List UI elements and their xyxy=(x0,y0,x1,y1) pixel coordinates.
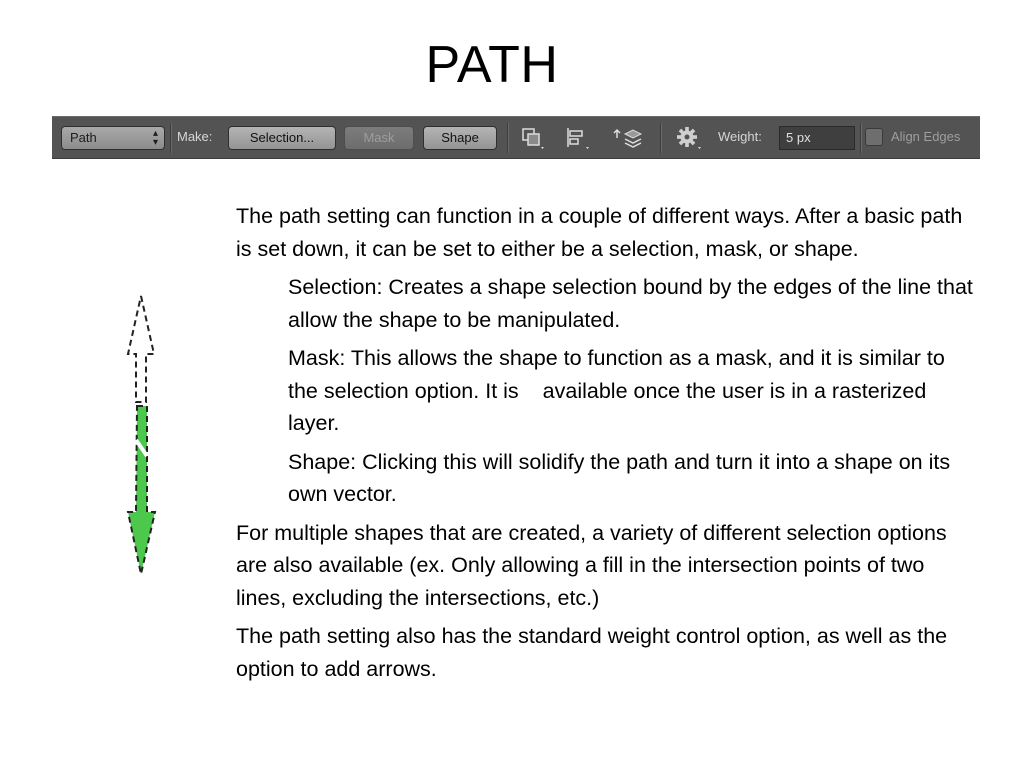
multiple-shapes-paragraph: For multiple shapes that are created, a variety of different selection options are also available (ex. Only allowing a fill in the intersection points of two lines, excluding the intersections, etc.) xyxy=(236,520,947,610)
make-label: Make: xyxy=(177,129,213,144)
toolbar-divider xyxy=(660,123,662,153)
gear-icon[interactable] xyxy=(676,126,704,152)
mask-paragraph xyxy=(288,342,976,440)
path-operations-icon[interactable] xyxy=(519,126,547,152)
weight-label: Weight: xyxy=(718,129,762,144)
mask-button[interactable]: Mask xyxy=(344,126,414,150)
mask-text-part2: available once the user is in a rasterized layer. xyxy=(288,378,927,435)
align-edges-checkbox[interactable] xyxy=(865,128,883,146)
path-mode-select[interactable] xyxy=(61,126,165,150)
shape-button[interactable]: Shape xyxy=(423,126,497,150)
path-arrangement-icon[interactable] xyxy=(612,126,640,152)
select-arrows-icon: ▴ ▾ xyxy=(152,128,158,148)
selection-paragraph: Selection: Creates a shape selection bound by the edges of the line that allow the shape to be manipulated. xyxy=(288,275,973,332)
toolbar-divider xyxy=(507,123,509,153)
toolbar-divider xyxy=(860,123,862,153)
path-options-toolbar xyxy=(52,116,980,159)
shape-paragraph: Shape: Clicking this will solidify the path and turn it into a shape on its own vector. xyxy=(288,449,951,506)
double-arrow-path-illustration xyxy=(120,292,164,582)
path-mode-value: Path xyxy=(70,130,97,145)
mask-text-part1: Mask: This allows the shape to function as a mask, and it is similar to the selection option. It is xyxy=(288,346,945,403)
slide-title: PATH xyxy=(425,36,559,94)
slide-body xyxy=(236,200,976,691)
weight-input[interactable]: 5 px xyxy=(779,126,855,150)
intro-paragraph: The path setting can function in a couple of different ways. After a basic path is set down, it can be set to either be a selection, mask, or shape. xyxy=(236,204,963,261)
path-alignment-icon[interactable] xyxy=(564,126,592,152)
align-edges-label: Align Edges xyxy=(891,129,961,144)
selection-button[interactable]: Selection... xyxy=(228,126,336,150)
toolbar-divider xyxy=(170,123,172,153)
weight-paragraph: The path setting also has the standard weight control option, as well as the option to add arrows. xyxy=(236,624,948,681)
